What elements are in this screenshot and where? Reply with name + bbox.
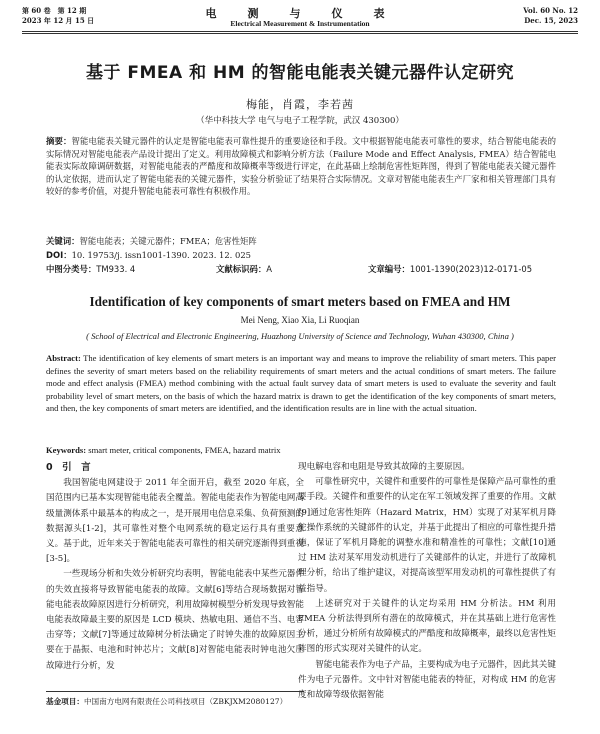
doi-value[interactable]: 10. 19753/j. issn1001-1390. 2023. 12. 025 [71, 250, 251, 260]
abstract-cn-text: 智能电能表关键元器件的认定是智能电能表可靠性提升的重要途径和手段。文中根据智能电能表可靠性的要求，结合智能电能表的实际情况对智能电能表产品设计提出了定义。利用故障模式和影响分析方法（Failure Mode and Effect Analysis, FMEA）结合智能电能表实际故障调研数据，对智能电能表的严酷度和故障概率等级进行评定，在此基础上绘制危害性矩阵图，得到了智能电能表关键元器件的认定依据，进而认定了智能电能表的关键元器件，实验分析验证了结果符合实际情况。文章对智能电能表生产厂家和相关管理部门具有较好的参考价值，对提升智能电能表可靠性有积极作用。 [46, 136, 557, 196]
body-paragraph: 上述研究对于关键件的认定均采用 HM 分析法。HM 利用 FMEA 分析法得到所有潜在的故障模式，并在其基础上进行危害性分析，通过分析所有故障模式的严酷度和故障概率，最终以危害性矩阵图的形式实现对关键件的认定。 [298, 598, 556, 655]
abstract-en [46, 352, 556, 415]
affiliation-en: ( School of Electrical and Electronic Engineering, Huazhong University of Science and Technology, Wuhan 430300, China ) [86, 331, 514, 341]
keywords-cn-label: 关键词： [46, 236, 80, 246]
body-left-column [46, 460, 304, 674]
abstract-cn [46, 135, 556, 198]
article-no-group [368, 263, 532, 276]
body-paragraph: 一些现场分析和失效分析研究均表明，智能电能表中某些元器件的失效直接将导致智能电能表的故障。文献[6]等结合现场数据对智能电能表故障原因进行分析研究，利用故障树模型分析发现导致智能电能表故障最主要的原因是 LCD 模块、热敏电阻、通信不当、电容击穿等；文献[7]等通过故障树分析法确定了时钟失准的故障原因主要在于晶振、电池和时钟芯片；文献[8]对智能电能表时钟电池欠压故障进行分析，发 [46, 569, 304, 671]
article-no-label: 文章编号： [368, 264, 410, 274]
running-header [22, 6, 578, 30]
body-paragraph: 智能电能表作为电子产品，主要构成为电子元器件，因此其关键件为电子元器件。文中针对智能电能表的特征，对构成 HM 的危害度和故障等级依据智能 [298, 659, 556, 701]
keywords-en-text: smart meter, critical components, FMEA, hazard matrix [88, 445, 281, 455]
abstract-en-label: Abstract: [46, 353, 81, 363]
section-heading-intro: 0 引 言 [46, 462, 91, 473]
authors-en: Mei Neng, Xiao Xia, Li Ruoqian [240, 315, 360, 325]
abstract-cn-label: 摘要： [46, 136, 72, 146]
authors-cn: 梅能，肖霞，李若茜 [246, 98, 354, 111]
body-paragraph: 现电解电容和电阻是导致其故障的主要原因。 [298, 462, 470, 472]
funding-label: 基金项目： [46, 697, 84, 706]
body-right-column [298, 460, 556, 703]
volume-cn: 第 60 卷 第 12 期 [22, 6, 87, 15]
header-right [523, 6, 578, 25]
body-paragraph: 可靠性研究中，关键件和重要件的可靠性是保障产品可靠性的重要手段。关键件和重要件的认定在军工领域发挥了重要的作用。文献[9]通过危害性矩阵（Hazard Matrix，HM）实现了对某军机月降舵操作系统的关键部件的认定，并基于此提出了相应的可靠性提升措施，保证了军机月降舵的调整水准和精准性的可靠性；文献[10]通过 HM 法对某军用发动机进行了关键部件的认定，并进行了故障机理分析，给出了维护建议，对提高该型军用发动机的可靠性提供了有益指导。 [298, 477, 556, 594]
keywords-en [46, 444, 556, 457]
doi-label: DOI： [46, 250, 72, 260]
header-rule-top [22, 31, 578, 32]
keywords-cn-text: 智能电能表；关键元器件；FMEA；危害性矩阵 [79, 236, 257, 246]
body-paragraph: 我国智能电网建设于 2011 年全面开启，截至 2020 年底，全国范围内已基本实现智能电能表全覆盖。智能电能表作为智能电网高级量测体系中最基本的构成之一，是开展用电信息采集、负荷预测的数据源头[1-2]，其可靠性对整个电网系统的稳定运行具有重要意义。基于此，近年来关于智能电能表可靠性的相关研究逐渐得到重视[3-5]。 [46, 478, 304, 565]
keywords-cn [46, 235, 556, 248]
doc-code-group [216, 263, 272, 276]
header-rule-bottom [22, 33, 578, 34]
clc-group [46, 263, 135, 276]
affiliation-cn: （华中科技大学 电气与电子工程学院，武汉 430300） [196, 116, 404, 126]
doi-line [46, 249, 556, 262]
date-en: Dec. 15, 2023 [524, 15, 578, 25]
journal-name-en: Electrical Measurement & Instrumentation [230, 19, 370, 28]
doc-code-value: A [266, 264, 272, 274]
clc-label: 中图分类号： [46, 264, 97, 274]
clc-value: TM933. 4 [96, 264, 136, 274]
paper-title-en: Identification of key components of smart meters based on FMEA and HM [89, 294, 511, 309]
date-cn: 2023 年 12 月 15 日 [22, 15, 95, 25]
keywords-en-label: Keywords: [46, 445, 87, 455]
doc-code-label: 文献标识码： [216, 264, 267, 274]
article-no-value: 1001-1390(2023)12-0171-05 [409, 264, 533, 274]
funding-footnote [46, 691, 304, 707]
journal-name-cn: 电 测 与 仪 表 [205, 7, 395, 20]
classification-line [46, 263, 556, 276]
paper-title-cn: 基于 FMEA 和 HM 的智能电能表关键元器件认定研究 [85, 63, 515, 83]
volume-en: Vol. 60 No. 12 [523, 6, 578, 15]
funding-text: 中国南方电网有限责任公司科技项目（ZBKJXM2080127） [83, 697, 288, 706]
abstract-en-text: The identification of key elements of smart meters is an important way and means to improve the reliability of smart meters. This paper defines the severity of smart meters based on the reliability requirements of smart meters and the actual conditions of smart meters. The failure mode and effect analysis (FMEA) method combining with the actual fault survey data of smart meters is used to evaluate the severity and fault probability level of smart meters, on the basis of which the hazard matrix is drawn to get the identification of the key components of smart meters, and then, the key components of smart meters are identified, and the identification results are in line with the actual situation. [46, 353, 556, 414]
